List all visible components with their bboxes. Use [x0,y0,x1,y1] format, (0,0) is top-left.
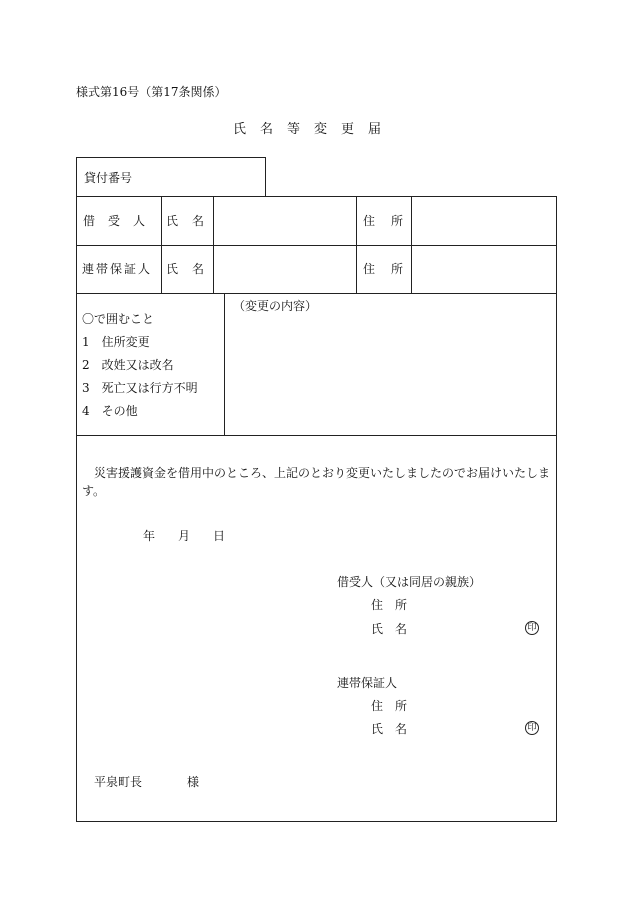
guarantor-address-label: 住所 [363,262,420,276]
option-name-change[interactable]: 2 改姓又は改名 [82,358,174,372]
statement-line2: す。 [82,484,106,498]
borrower-name-field[interactable] [214,197,356,245]
sign-guarantor-heading: 連帯保証人 [337,676,398,690]
seal-icon: 印 [525,621,539,635]
sign-borrower-address-label: 住 所 [371,598,408,612]
date-day: 日 [213,529,226,543]
statement-line1: 災害援護資金を借用中のところ、上記のとおり変更いたしましたのでお届けいたしま [94,466,551,480]
borrower-label: 借受人 [83,214,159,228]
guarantor-name-label: 氏名 [166,262,219,276]
form-number: 様式第16号（第17条関係） [76,85,227,99]
sign-borrower-heading: 借受人（又は同居の親族） [337,575,482,589]
loan-number-box [76,157,266,197]
date-year: 年 [143,529,156,543]
change-content-field[interactable] [225,318,556,434]
row-divider [76,435,557,436]
sign-borrower-name-label: 氏 名 [371,622,408,636]
col-divider [161,196,162,294]
addressee: 平泉町長 [94,775,143,789]
guarantor-name-field[interactable] [214,246,356,293]
borrower-address-field[interactable] [412,197,556,245]
circle-instruction: 〇で囲むこと [82,312,155,326]
sign-guarantor-name-label: 氏 名 [371,722,408,736]
option-address-change[interactable]: 1 住所変更 [82,335,150,349]
borrower-name-label: 氏名 [166,214,219,228]
guarantor-label: 連帯保証人 [82,262,153,276]
change-content-label: （変更の内容） [233,299,318,313]
seal-icon: 印 [525,721,539,735]
page-title: 氏名等変更届 [233,122,396,137]
option-death-missing[interactable]: 3 死亡又は行方不明 [82,381,198,395]
borrower-address-label: 住所 [363,214,420,228]
col-divider [356,196,357,294]
loan-number-label: 貸付番号 [84,171,133,185]
addressee-suffix: 様 [187,775,200,789]
option-other[interactable]: 4 その他 [82,404,138,418]
row-divider [76,293,557,294]
guarantor-address-field[interactable] [412,246,556,293]
sign-guarantor-address-label: 住 所 [371,699,408,713]
date-month: 月 [178,529,191,543]
